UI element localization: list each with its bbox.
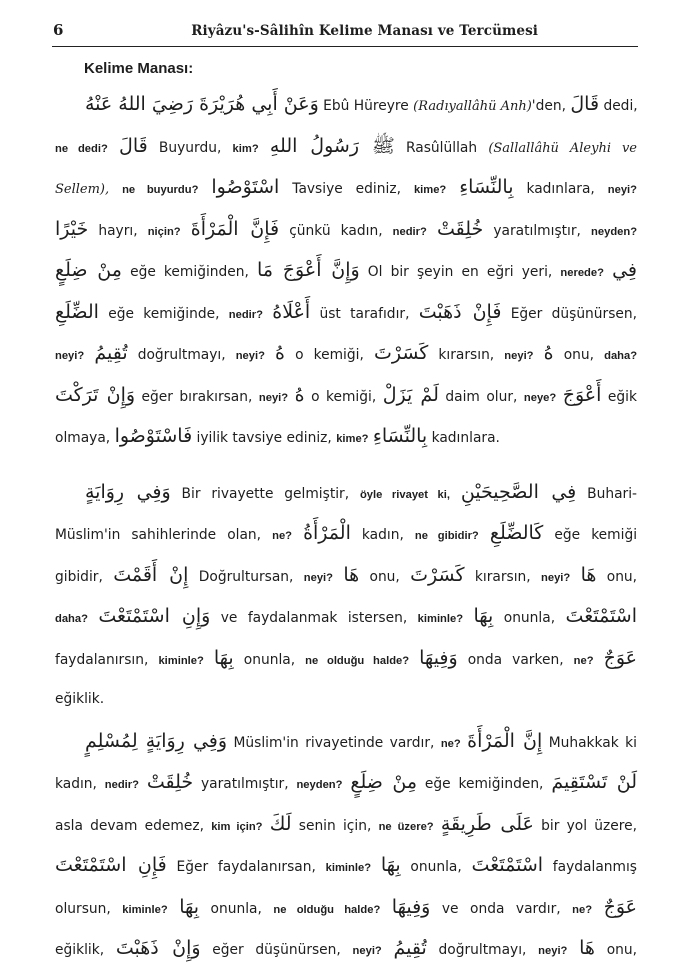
arabic-text: عَوَجٌ — [603, 646, 637, 669]
text-line — [55, 928, 637, 970]
turkish-text: kadınlara. — [431, 430, 500, 446]
arabic-text: فَاسْتَوْصُوا — [114, 425, 193, 447]
turkish-text: Buyurdu, — [158, 139, 222, 156]
question-label: ne? — [440, 737, 461, 750]
text-line — [55, 721, 637, 763]
turkish-text: eğe kemiğinden, — [130, 264, 249, 280]
turkish-text: Ebû Hüreyre — [323, 98, 409, 114]
arabic-text: وَفِي رِوَايَةٍ لِمُسْلِمٍ — [85, 729, 228, 752]
turkish-text: Eğer düşünürsen, — [510, 305, 638, 322]
question-label: kim için? — [211, 820, 263, 833]
question-label: neyi? — [55, 350, 85, 362]
arabic-text: خُلِقَتْ — [436, 217, 484, 240]
arabic-text: خَيْرًا — [55, 217, 89, 240]
text-line — [55, 292, 637, 334]
turkish-text: eğe kemiği — [554, 527, 638, 543]
arabic-text: وَعَنْ أَبِي هُرَيْرَةَ رَضِيَ اللهُ عَنْهُ — [85, 93, 319, 115]
turkish-text: daim olur, — [445, 388, 518, 405]
turkish-text: onunla, — [503, 610, 556, 626]
arabic-text: كَسَرْتَ — [410, 563, 465, 586]
running-title: Riyâzu's-Sâlihîn Kelime Manası ve Tercümesi — [191, 23, 538, 39]
arabic-text: أَعْلَاهُ — [272, 300, 311, 323]
turkish-text: onu, — [606, 568, 638, 585]
question-label: kim? — [232, 142, 259, 155]
arabic-text: اسْتَمْتَعْتَ — [565, 605, 638, 627]
arabic-text: إِنَّ الْمَرْأَةَ — [467, 729, 543, 752]
turkish-text: onunla, — [210, 900, 262, 917]
arabic-text: وَإِنِ اسْتَمْتَعْتَ — [98, 605, 211, 627]
arabic-text: خُلِقَتْ — [146, 771, 194, 793]
question-label: ne? — [572, 903, 593, 916]
turkish-text: Bir rivayette gelmiştir, — [181, 485, 350, 502]
arabic-text: بِالنِّسَاءِ — [459, 176, 514, 198]
text-line — [55, 887, 637, 929]
turkish-text: onu, — [606, 942, 638, 958]
arabic-text: وَفِيهَا — [419, 646, 458, 669]
question-label: ne? — [573, 654, 594, 667]
page-header — [52, 20, 638, 47]
arabic-text: تُقِيمُ — [94, 342, 128, 364]
question-label: neyi? — [538, 945, 568, 957]
question-label: niçin? — [147, 225, 181, 238]
arabic-text: قَالَ — [570, 93, 600, 115]
arabic-text: عَوَجٌ — [603, 895, 637, 918]
italic-text: Sellem), — [55, 182, 110, 197]
turkish-text: iyilik tavsiye ediniz, — [196, 430, 332, 446]
arabic-text: الْمَرْأَةُ — [303, 522, 351, 544]
question-label: nedir? — [104, 779, 139, 791]
arabic-text: مِنْ ضِلَعٍ — [55, 259, 122, 281]
text-line — [55, 804, 637, 846]
turkish-text: Eğer faydalanırsan, — [176, 859, 316, 875]
turkish-text: kırarsın, — [474, 568, 531, 585]
arabic-text: فَإِنِ اسْتَمْتَعْتَ — [55, 854, 167, 876]
turkish-text: Tavsiye ediniz, — [292, 181, 401, 197]
arabic-text: لَنْ تَسْتَقِيمَ — [551, 771, 638, 793]
arabic-text: عَلَى طَرِيقَةٍ — [440, 812, 534, 835]
arabic-text: لَمْ يَزَلْ — [382, 383, 439, 406]
arabic-text: وَإِنْ ذَهَبْتَ — [115, 937, 201, 959]
text-line — [55, 513, 637, 555]
question-label: daha? — [604, 350, 638, 362]
arabic-text: بِهَا — [473, 605, 494, 627]
turkish-text: ve faydalanmak istersen, — [220, 610, 408, 626]
arabic-text: مِنْ ضِلَعٍ — [350, 771, 418, 793]
text-line — [55, 333, 637, 375]
turkish-text: Buhari- — [587, 485, 638, 502]
paragraph-1 — [55, 84, 637, 458]
arabic-text: قَالَ — [119, 134, 148, 157]
arabic-text: فِي الصَّحِيحَيْنِ — [460, 480, 577, 503]
question-label: öyle rivayet ki, — [359, 488, 450, 501]
question-label: neyi? — [607, 184, 637, 196]
turkish-text: hayrı, — [98, 222, 138, 239]
text-line — [55, 167, 637, 209]
text-body — [55, 84, 637, 970]
text-line — [55, 679, 637, 721]
question-label: ne gibidir? — [414, 530, 479, 542]
question-label: ne olduğu halde? — [273, 903, 381, 916]
turkish-text: eğiklik. — [55, 691, 105, 707]
turkish-text: ve onda vardır, — [441, 900, 561, 917]
turkish-text: olursun, — [55, 900, 111, 917]
question-label: nedir? — [228, 308, 263, 321]
arabic-text: وَإِنْ تَرَكْتَ — [55, 383, 136, 406]
question-label: ne üzere? — [378, 820, 434, 833]
section-heading: Kelime Manası: — [84, 60, 194, 77]
turkish-text: 'den, — [531, 98, 566, 114]
question-label: kime? — [336, 433, 369, 445]
question-label: neyi? — [541, 571, 571, 584]
page-number: 6 — [53, 21, 64, 39]
italic-text: (Sallallâhü Aleyhi ve — [488, 140, 637, 156]
arabic-text: هَا — [580, 563, 597, 586]
question-label: daha? — [55, 613, 88, 625]
arabic-text: وَإِنَّ أَعْوَجَ مَا — [257, 259, 360, 281]
question-label: neyden? — [296, 779, 343, 791]
turkish-text: eğe kemiğinden, — [424, 776, 544, 792]
turkish-text: üst tarafıdır, — [319, 305, 410, 322]
question-label: kiminle? — [122, 903, 168, 916]
arabic-text: هَا — [579, 937, 595, 959]
text-line — [55, 84, 637, 126]
arabic-text: اسْتَمْتَعْتَ — [471, 854, 544, 876]
turkish-text: kırarsın, — [438, 347, 495, 363]
question-label: kiminle? — [417, 613, 464, 625]
question-label: nedir? — [392, 225, 427, 238]
turkish-text: Rasûlüllah — [406, 139, 478, 156]
question-label: kiminle? — [158, 654, 204, 667]
paragraph-2 — [55, 472, 637, 721]
text-line — [55, 250, 637, 292]
turkish-text: Ol bir şeyin en eğri yeri, — [367, 264, 553, 280]
arabic-text: بِالنِّسَاءِ — [372, 425, 428, 447]
arabic-text: هُ — [294, 383, 305, 406]
question-label: neyi? — [504, 350, 534, 362]
turkish-text: onunla, — [410, 859, 462, 875]
turkish-text: Doğrultursan, — [198, 568, 294, 585]
turkish-text: çünkü kadın, — [289, 222, 383, 239]
question-label: kime? — [413, 184, 447, 196]
turkish-text: onu, — [369, 568, 400, 585]
arabic-text: فَإِنْ ذَهَبْتَ — [418, 300, 502, 323]
arabic-text: بِهَا — [213, 646, 234, 669]
turkish-text: gibidir, — [55, 568, 103, 585]
arabic-text: بِهَا — [380, 854, 401, 876]
turkish-text: doğrultmayı, — [137, 347, 226, 363]
turkish-text: senin için, — [298, 817, 372, 834]
turkish-text: kadın, — [361, 527, 404, 543]
text-line — [55, 209, 637, 251]
turkish-text: asla devam edemez, — [55, 817, 204, 834]
turkish-text: eğiklik, — [55, 942, 105, 958]
italic-text: (Radıyallâhü Anh) — [413, 99, 532, 114]
question-label: neyi? — [352, 945, 382, 957]
arabic-text: تُقِيمُ — [393, 937, 427, 959]
turkish-text: yaratılmıştır, — [201, 776, 289, 792]
turkish-text: kadınlara, — [526, 181, 595, 197]
turkish-text: onunla, — [243, 651, 296, 668]
text-line — [55, 555, 637, 597]
arabic-text: وَفِيهَا — [391, 895, 431, 918]
arabic-text: هَا — [343, 563, 360, 586]
question-label: ne buyurdu? — [122, 184, 199, 196]
arabic-text: بِهَا — [179, 895, 200, 918]
question-label: ne? — [272, 530, 293, 542]
arabic-text: لَكَ — [269, 812, 292, 835]
turkish-text: Müslim'in rivayetinde vardır, — [233, 734, 435, 751]
text-line — [55, 126, 637, 168]
turkish-text: doğrultmayı, — [438, 942, 527, 958]
arabic-text: أَعْوَجَ — [562, 383, 602, 406]
question-label: neyden? — [591, 225, 638, 238]
question-label: kiminle? — [325, 862, 372, 874]
arabic-text: فَإِنَّ الْمَرْأَةَ — [190, 217, 280, 240]
question-label: neyi? — [258, 391, 289, 404]
turkish-text: faydalanmış — [552, 859, 637, 875]
arabic-text: وَفِي رِوَايَةٍ — [85, 480, 171, 503]
question-label: ne olduğu halde? — [305, 654, 410, 667]
turkish-text: Müslim'in sahihlerinde olan, — [55, 527, 262, 543]
arabic-text: هُ — [275, 342, 285, 364]
text-line — [55, 845, 637, 887]
turkish-text: eğe kemiğinde, — [108, 305, 220, 322]
text-line — [55, 638, 637, 680]
arabic-text: ﷺ رَسُولُ اللهِ — [269, 134, 395, 157]
turkish-text: eğer bırakırsan, — [141, 388, 253, 405]
turkish-text: o kemiği, — [311, 388, 377, 405]
text-line — [55, 472, 637, 514]
turkish-text: yaratılmıştır, — [493, 222, 581, 239]
arabic-text: اسْتَوْصُوا — [211, 176, 280, 198]
turkish-text: kadın, — [55, 776, 97, 792]
turkish-text: olmaya, — [55, 430, 111, 446]
turkish-text: dedi, — [603, 98, 638, 114]
paragraph-3 — [55, 721, 637, 970]
turkish-text: bir yol üzere, — [541, 817, 637, 834]
text-line — [55, 596, 637, 638]
arabic-text: الضِّلَعِ — [55, 300, 99, 323]
question-label: neyi? — [303, 571, 333, 584]
question-label: neye? — [523, 391, 557, 404]
question-label: neyi? — [235, 350, 265, 362]
turkish-text: o kemiği, — [295, 347, 364, 363]
arabic-text: كَسَرْتَ — [373, 342, 429, 364]
turkish-text: onda varken, — [467, 651, 564, 668]
text-line — [55, 375, 637, 417]
turkish-text: eğer düşünürsen, — [212, 942, 341, 958]
arabic-text: كَالضِّلَعِ — [489, 522, 544, 544]
text-line — [55, 416, 637, 458]
turkish-text: faydalanırsın, — [55, 651, 149, 668]
arabic-text: هُ — [543, 342, 554, 364]
question-label: ne dedi? — [55, 142, 108, 155]
arabic-text: فِي — [612, 259, 637, 281]
turkish-text: eğik — [607, 388, 637, 405]
text-line — [55, 762, 637, 804]
question-label: nerede? — [560, 267, 604, 279]
turkish-text: onu, — [563, 347, 595, 363]
turkish-text: Muhakkak ki — [548, 734, 637, 751]
arabic-text: إِنْ أَقَمْتَ — [113, 563, 189, 586]
